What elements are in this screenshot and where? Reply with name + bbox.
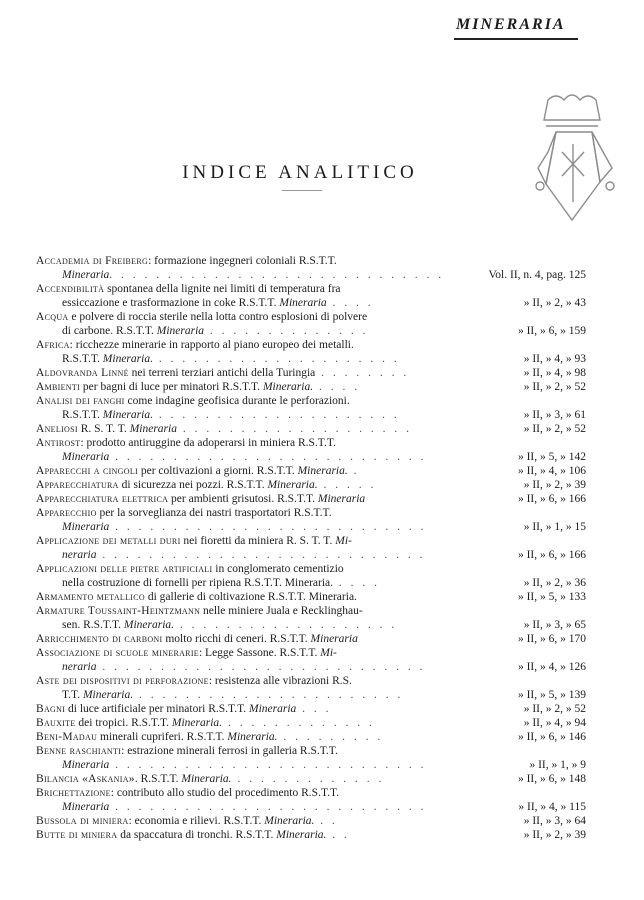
index-entry-continuation-line (62, 660, 454, 674)
journal-name: Mi- (335, 535, 352, 547)
volume-issue-page-ref: » II, » 2, » 39 (523, 829, 586, 841)
index-term: Bauxite (36, 717, 76, 729)
index-entry-heading-line (36, 744, 454, 758)
index-description: sen. R.S.T.T. (62, 619, 124, 631)
journal-name: Mineraria (156, 325, 205, 337)
index-entry-continuation-line (62, 296, 454, 310)
index-description: da spaccatura di tronchi. R.S.T.T. (117, 829, 277, 841)
volume-issue-page-ref: » II, » 4, » 94 (523, 717, 586, 729)
index-entry-heading-line (36, 562, 454, 576)
journal-title: MINERARIA (456, 16, 566, 33)
leader-dots: . . . . . . . . . . . . . . (204, 325, 369, 337)
index-entry-heading-line (36, 254, 454, 268)
journal-name: Mineraria (249, 703, 297, 715)
index-entry-heading-line (36, 632, 454, 646)
leader-dots: . . . . . . . . . . . . . (222, 717, 375, 729)
index-description: T.T. (62, 689, 83, 701)
index-description: molto ricchi di ceneri. R.S.T.T. (162, 633, 311, 645)
index-description: nella costruzione di fornelli per ripiena R.S.T.T. Mineraria. (62, 577, 334, 589)
volume-issue-page-ref: » II, » 4, » 93 (523, 353, 586, 365)
index-entry-continuation-line (62, 618, 454, 632)
leader-dots: . . . (296, 703, 332, 715)
index-term: Butte di miniera (36, 829, 118, 841)
index-entry-heading-line (36, 702, 454, 716)
volume-issue-page-ref: » II, » 5, » 139 (517, 689, 586, 701)
index-term: Bilancia «Askania» (36, 773, 135, 785)
index-term: Accendibilità (36, 283, 105, 295)
journal-name: neraria (62, 661, 97, 673)
leader-dots: . . . . . . . . . . . . . . . . . . . . . (152, 353, 400, 365)
volume-issue-page-ref: » II, » 6, » 148 (517, 773, 586, 785)
index-entry-heading-line (36, 646, 454, 660)
index-term: Accademia di Freiberg (36, 255, 149, 267)
journal-name: Mineraria. (171, 717, 223, 729)
index-description: e polvere di roccia sterile nella lotta contro esplosioni di polvere (68, 311, 368, 323)
index-term: Arricchimento di carboni (36, 633, 163, 645)
index-term: Aldovranda Linné (36, 367, 129, 379)
index-entry-heading-line (36, 436, 454, 450)
index-description: per bagni di luce per minatori R.S.T.T. (80, 381, 263, 393)
index-entry-continuation-line (62, 352, 454, 366)
leader-dots: . . . . . . . . . . . . . . . . . . . . . . . . . . . (109, 451, 427, 463)
index-description: di luce artificiale per minatori R.S.T.T. (65, 703, 250, 715)
journal-name: Mineraria (62, 521, 110, 533)
leader-dots: . . (326, 829, 350, 841)
leader-dots: . . . . . . . . . . . . . . . . . . . . (176, 423, 412, 435)
index-term: Armamento metallico (36, 591, 145, 603)
volume-issue-page-ref: » II, » 2, » 39 (523, 479, 586, 491)
leader-dots: . . . . . . . . . . . . . (231, 773, 385, 785)
index-description: in conglomerato cementizio (212, 563, 344, 575)
index-entry-heading-line (36, 730, 454, 744)
journal-name: Mineraria (62, 451, 110, 463)
index-entry-heading-line (36, 492, 454, 506)
index-term: Apparecchio (36, 507, 97, 519)
index-entry-continuation-line (62, 688, 454, 702)
index-term: Ambienti (36, 381, 81, 393)
volume-issue-page-ref: » II, » 6, » 166 (517, 549, 586, 561)
index-description: R. S. T. T. (77, 423, 130, 435)
volume-issue-page-ref: » II, » 1, » 15 (523, 521, 586, 533)
index-description: : formazione ingegneri coloniali R.S.T.T. (148, 255, 337, 267)
journal-name: Mineraria. (276, 829, 327, 841)
index-term: Acqua (36, 311, 69, 323)
journal-name: Mineraria (317, 493, 366, 505)
index-description: di sicurezza nei pozzi. R.S.T.T. (118, 479, 268, 491)
page-title: INDICE ANALITICO (182, 162, 418, 183)
index-entry-heading-line (36, 814, 454, 828)
index-entry-heading-line (36, 506, 454, 520)
index-description: per coltivazioni a giorni. R.S.T.T. (138, 465, 298, 477)
index-description: spontanea della lignite nei limiti di temperatura fra (104, 283, 341, 295)
index-description: nelle miniere Juala e Recklinghau- (200, 605, 363, 617)
journal-name: Mi- (320, 647, 337, 659)
journal-name: Mineraria (62, 269, 110, 281)
index-entry-continuation-line (62, 408, 454, 422)
volume-issue-page-ref: » II, » 1, » 9 (529, 759, 586, 771)
index-description: . R.S.T.T. (134, 773, 182, 785)
index-description: : prodotto antiruggine da adoperarsi in miniera R.S.T.T. (80, 437, 336, 449)
index-description: di gallerie di coltivazione R.S.T.T. Mineraria. (144, 591, 357, 603)
leader-dots: . . . . . . . . . . . . . . . . . . . . . . . . . . . . (96, 549, 426, 561)
volume-issue-page-ref: » II, » 3, » 65 (523, 619, 586, 631)
journal-name: Mineraria (310, 633, 358, 645)
journal-name: Mineraria. (123, 619, 175, 631)
volume-issue-page-ref: » II, » 6, » 166 (517, 493, 586, 505)
index-description: dei tropici. R.S.T.T. (75, 717, 172, 729)
index-description: : resistenza alle vibrazioni R.S. (208, 675, 352, 687)
index-description: : Legge Sassone. R.S.T.T. (198, 647, 321, 659)
index-description: : ricchezze minerarie in rapporto al piano europeo dei metalli. (69, 339, 354, 351)
index-term: Antirost (36, 437, 81, 449)
journal-name: Mineraria. (264, 815, 315, 827)
index-entry-continuation-line (62, 268, 454, 282)
volume-issue-page-ref: » II, » 2, » 36 (523, 577, 586, 589)
leader-dots: . . . . . . . . . . . . . . . . . . . . . . . . . . . . . (109, 269, 445, 281)
leader-dots: . . . . . . . . . . . . . . . . . . . . . . . (133, 689, 404, 701)
volume-issue-page-ref: » II, » 3, » 61 (523, 409, 586, 421)
journal-name: Mineraria. (267, 479, 318, 491)
index-term: Applicazioni delle pietre artificiali (36, 563, 213, 575)
index-entry-heading-line (36, 366, 454, 380)
index-term: Africa (36, 339, 70, 351)
index-term: Associazione di scuole minerarie (36, 647, 199, 659)
index-description: nei terreni terziari antichi della Turingia (128, 367, 316, 379)
leader-dots: . . . . . . . . . . . . . . . . . . . . . . . . . . . (109, 759, 427, 771)
index-entry-heading-line (36, 394, 454, 408)
index-description: R.S.T.T. (62, 409, 103, 421)
index-entry-heading-line (36, 422, 454, 436)
index-term: Bagni (36, 703, 66, 715)
journal-name: neraria (62, 549, 97, 561)
leader-dots: . (347, 465, 360, 477)
index-term: Benne raschianti (36, 745, 122, 757)
leader-dots: . . . . . . . . . . . . . . . . . . . . . . . . . . . (109, 801, 427, 813)
index-term: Apparecchiatura (36, 479, 119, 491)
index-description: come indagine geofisica durante le perforazioni. (124, 395, 350, 407)
volume-issue-page-ref: » II, » 5, » 133 (517, 591, 586, 603)
leader-dots: . . . . . . . . . . . . . . . . . . . . . . . . . . . . (96, 661, 426, 673)
index-entry-heading-line (36, 534, 454, 548)
volume-issue-page-ref: » II, » 4, » 98 (523, 367, 586, 379)
index-entry-heading-line (36, 338, 454, 352)
journal-name: Mineraria (62, 801, 110, 813)
index-description: di carbone. R.S.T.T. (62, 325, 157, 337)
volume-issue-page-ref: » II, » 6, » 146 (517, 731, 586, 743)
index-term: Apparecchi a cingoli (36, 465, 138, 477)
index-entry-heading-line (36, 310, 454, 324)
journal-name: Mineraria. (102, 353, 153, 365)
index-entry-heading-line (36, 674, 454, 688)
volume-issue-page-ref: » II, » 2, » 52 (523, 423, 586, 435)
index-description: : economia e rilievi. R.S.T.T. (128, 815, 265, 827)
index-term: Aneliosi (36, 423, 78, 435)
volume-issue-page-ref: » II, » 4, » 115 (518, 801, 586, 813)
index-entry-continuation-line (62, 800, 454, 814)
journal-name: Mineraria. (82, 689, 134, 701)
journal-name: Mineraria (279, 297, 327, 309)
journal-name: Mineraria. (102, 409, 153, 421)
volume-issue-page-ref: » II, » 2, » 52 (523, 703, 586, 715)
index-entry-heading-line (36, 478, 454, 492)
index-entry-heading-line (36, 464, 454, 478)
index-term: Bussola di miniera (36, 815, 129, 827)
journal-name: Mineraria. (227, 731, 278, 743)
index-entry-heading-line (36, 828, 454, 842)
index-entry-continuation-line (62, 576, 454, 590)
leader-dots: . . . . (333, 577, 381, 589)
index-entry-continuation-line (62, 758, 454, 772)
index-entry-continuation-line (62, 324, 454, 338)
leader-dots: . . (314, 815, 338, 827)
index-term: Armature Toussaint-Heintzmann (36, 605, 201, 617)
index-term: Brichettazione (36, 787, 111, 799)
journal-name: Mineraria. (181, 773, 232, 785)
index-entry-continuation-line (62, 450, 454, 464)
index-entry-heading-line (36, 604, 454, 618)
volume-issue-page-ref: » II, » 2, » 43 (523, 297, 586, 309)
index-description: per ambienti grisutosi. R.S.T.T. (168, 493, 318, 505)
leader-dots: . . . . . . . . . . . . . . . . . . . . . (152, 409, 400, 421)
index-entry-heading-line (36, 380, 454, 394)
volume-issue-page-ref: » II, » 4, » 126 (517, 661, 586, 673)
index-entry-heading-line (36, 716, 454, 730)
leader-dots: . . . . . . . . . . . . . . . . . . . (174, 619, 398, 631)
journal-name: Mineraria. (297, 465, 348, 477)
index-entry-heading-line (36, 590, 454, 604)
index-description: : contributo allo studio del procedimento R.S.T.T. (110, 787, 340, 799)
index-description: : estrazione minerali ferrosi in galleria R.S.T.T. (121, 745, 338, 757)
index-entry-heading-line (36, 282, 454, 296)
index-description: R.S.T.T. (62, 353, 103, 365)
index-entry-heading-line (36, 772, 454, 786)
index-description: essiccazione e trasformazione in coke R.S.T.T. (62, 297, 280, 309)
volume-issue-page-ref: » II, » 5, » 142 (517, 451, 586, 463)
leader-dots: . . . . (313, 381, 361, 393)
index-description: nei fioretti da miniera R. S. T. T. (180, 535, 336, 547)
volume-issue-page-ref: » II, » 2, » 52 (523, 381, 586, 393)
volume-issue-page-ref: » II, » 6, » 159 (517, 325, 586, 337)
leader-dots: . . . . . (317, 479, 377, 491)
leader-dots: . . . . (326, 297, 374, 309)
index-description: minerali cupriferi. R.S.T.T. (97, 731, 228, 743)
volume-issue-page-ref: » II, » 6, » 170 (517, 633, 586, 645)
journal-name: Mineraria. (262, 381, 314, 393)
volume-issue-page-ref: » II, » 4, » 106 (517, 465, 586, 477)
leader-dots: . . . . . . . . (315, 367, 410, 379)
index-term: Beni-Madau (36, 731, 98, 743)
index-entry-continuation-line (62, 520, 454, 534)
index-term: Aste dei dispositivi di perforazione (36, 675, 209, 687)
index-term: Apparecchiatura elettrica (36, 493, 169, 505)
index-entry-heading-line (36, 786, 454, 800)
index-term: Analisi dei fanghi (36, 395, 125, 407)
journal-name: Mineraria (129, 423, 177, 435)
index-term: Applicazione dei metalli duri (36, 535, 181, 547)
index-entry-continuation-line (62, 548, 454, 562)
leader-dots: . . . . . . . . . . . . . . . . . . . . . . . . . . . (109, 521, 427, 533)
volume-issue-page-ref: Vol. II, n. 4, pag. 125 (488, 269, 586, 281)
index-description: per la sorveglianza dei nastri trasportatori R.S.T.T. (96, 507, 332, 519)
journal-name: Mineraria (62, 759, 110, 771)
leader-dots: . . . . . . . . . (277, 731, 384, 743)
volume-issue-page-ref: » II, » 3, » 64 (523, 815, 586, 827)
